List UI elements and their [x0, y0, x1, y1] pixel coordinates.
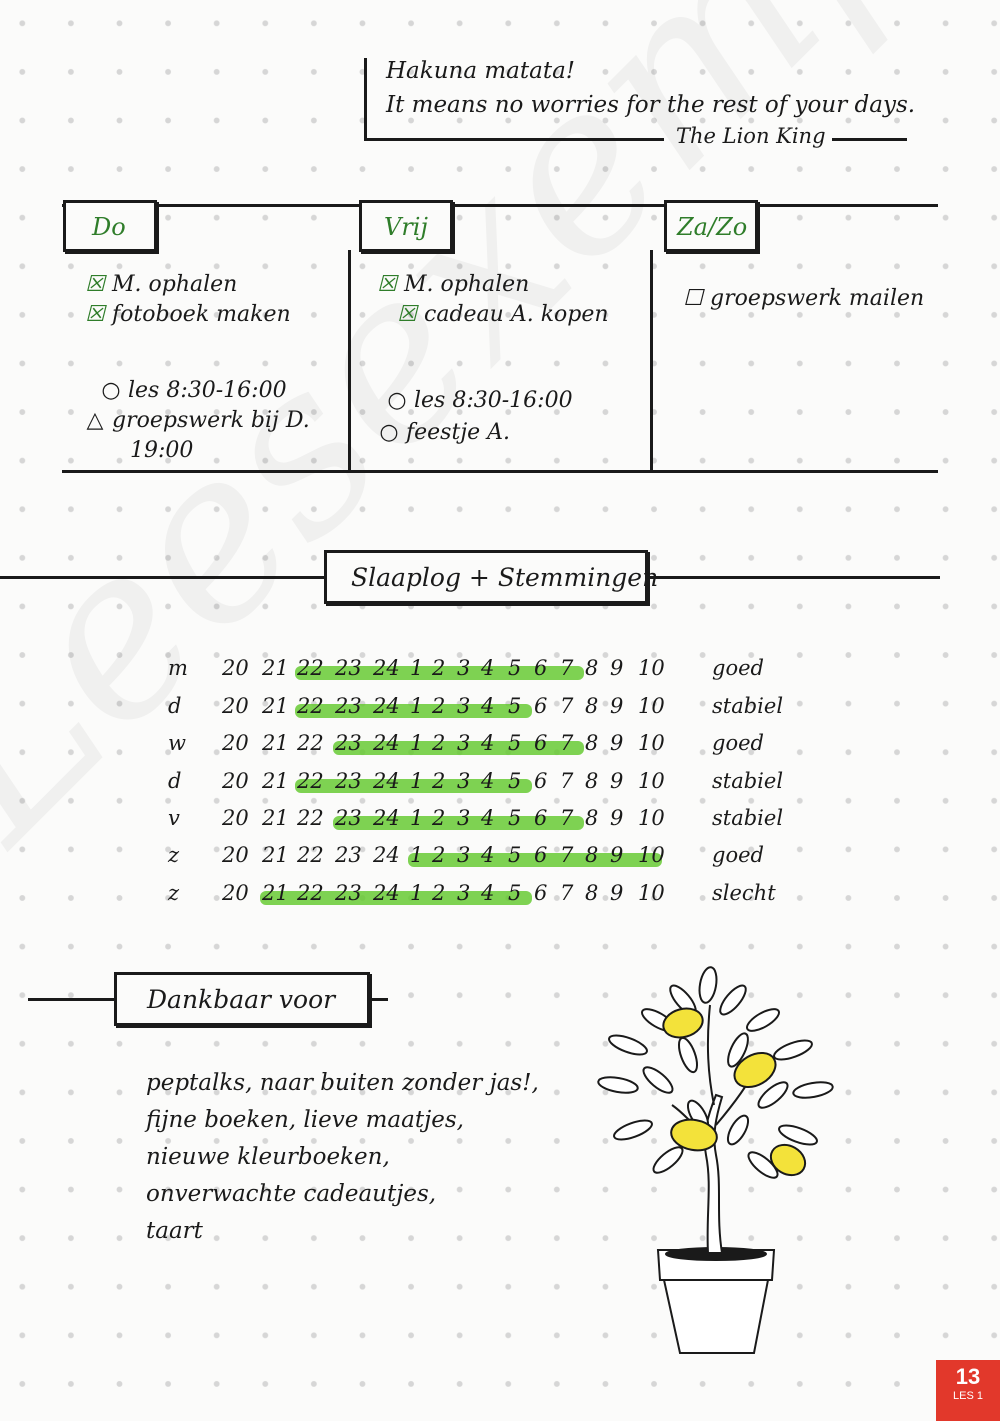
- sleep-hour: 7: [560, 656, 574, 680]
- sleep-row: [168, 881, 788, 915]
- sleep-hour: 20: [222, 881, 249, 905]
- sleep-row: [168, 769, 788, 803]
- task-item: ☒ cadeau A. kopen: [397, 302, 609, 327]
- sleep-hour: 24: [373, 843, 400, 867]
- lesson-label: LES 1: [953, 1390, 983, 1402]
- sleep-hour: 23: [335, 694, 362, 718]
- task-item: ☒ M. ophalen: [377, 272, 530, 297]
- sleep-hour: 24: [373, 806, 400, 830]
- sleep-hour: 3: [457, 881, 471, 905]
- sleep-hour: 1: [410, 806, 424, 830]
- sleep-hour: 20: [222, 843, 249, 867]
- task-item: ☒ fotoboek maken: [85, 302, 291, 327]
- sleep-hour: 2: [432, 656, 446, 680]
- sleep-hour: 4: [481, 806, 495, 830]
- sleep-hour: 9: [610, 806, 624, 830]
- sleep-hour: 8: [585, 694, 599, 718]
- sleep-mood: slecht: [712, 881, 776, 905]
- sleep-hour: 5: [508, 656, 522, 680]
- sleep-hour: 7: [560, 694, 574, 718]
- sleep-hour: 6: [534, 843, 548, 867]
- sleep-row: [168, 694, 788, 728]
- sleep-hour: 10: [638, 731, 665, 755]
- sleep-hour: 3: [457, 656, 471, 680]
- gratitude-line: onverwachte cadeautjes,: [146, 1181, 437, 1207]
- sleep-hour: 3: [457, 806, 471, 830]
- event-item: △ groepswerk bij D.: [84, 408, 310, 433]
- gratitude-line: fijne boeken, lieve maatjes,: [146, 1107, 464, 1133]
- page-number-badge: [936, 1360, 1000, 1421]
- sleep-section-title-box: [324, 550, 659, 604]
- sleep-hour: 7: [560, 731, 574, 755]
- sleep-hour: 21: [262, 656, 289, 680]
- sleep-hour: 20: [222, 656, 249, 680]
- sleep-hour: 23: [335, 881, 362, 905]
- checked-box-icon: ☒: [397, 302, 417, 327]
- sleep-mood: goed: [712, 843, 764, 867]
- empty-box-icon: ☐: [683, 286, 703, 311]
- quote-line-1: Hakuna matata!: [386, 58, 576, 84]
- sleep-hour: 8: [585, 881, 599, 905]
- sleep-hour: 22: [297, 731, 324, 755]
- sleep-hour: 7: [560, 806, 574, 830]
- sleep-hour: 5: [508, 769, 522, 793]
- sleep-hour: 2: [432, 731, 446, 755]
- triangle-icon: △: [86, 408, 104, 433]
- divider-line: [645, 576, 940, 579]
- event-item: ○ feestje A.: [379, 420, 511, 445]
- sleep-hour: 23: [335, 769, 362, 793]
- sleep-hour: 9: [610, 694, 624, 718]
- sleep-hour: 1: [410, 694, 424, 718]
- sleep-hour: 23: [335, 843, 362, 867]
- sleep-hour: 20: [222, 769, 249, 793]
- day-header-vrij: Vrij: [359, 200, 453, 252]
- event-time: 19:00: [130, 438, 194, 463]
- sleep-hour: 24: [373, 656, 400, 680]
- sleep-hour: 21: [262, 881, 289, 905]
- sleep-hour: 9: [610, 843, 624, 867]
- sleep-hour: 22: [297, 806, 324, 830]
- divider-line: [0, 576, 326, 579]
- sleep-hour: 4: [481, 731, 495, 755]
- task-item: ☐ groepswerk mailen: [683, 286, 925, 311]
- lemon-tree-illustration: [588, 965, 838, 1360]
- gratitude-title-box: [114, 972, 370, 1026]
- sleep-hour: 1: [410, 843, 424, 867]
- sleep-day: v: [168, 806, 180, 830]
- sleep-hour: 5: [508, 731, 522, 755]
- divider-line: [28, 998, 116, 1001]
- sleep-hour: 24: [373, 881, 400, 905]
- sleep-mood: goed: [712, 731, 764, 755]
- sleep-hour: 10: [638, 881, 665, 905]
- sleep-hour: 2: [432, 769, 446, 793]
- sleep-hour: 22: [297, 656, 324, 680]
- sleep-hour: 6: [534, 731, 548, 755]
- day-header-weekend: Za/Zo: [664, 200, 758, 252]
- sleep-hour: 10: [638, 769, 665, 793]
- sleep-hour: 7: [560, 769, 574, 793]
- sleep-hour: 22: [297, 769, 324, 793]
- sleep-hour: 8: [585, 769, 599, 793]
- sleep-hour: 24: [373, 694, 400, 718]
- sleep-mood: stabiel: [712, 769, 784, 793]
- sleep-mood: stabiel: [712, 806, 784, 830]
- circle-icon: ○: [379, 420, 399, 445]
- sleep-hour: 6: [534, 656, 548, 680]
- gratitude-line: nieuwe kleurboeken,: [146, 1144, 390, 1170]
- sleep-hour: 6: [534, 694, 548, 718]
- sleep-hour: 6: [534, 881, 548, 905]
- sleep-hour: 23: [335, 656, 362, 680]
- sleep-hour: 1: [410, 731, 424, 755]
- sleep-mood: stabiel: [712, 694, 784, 718]
- sleep-hour: 10: [638, 656, 665, 680]
- sleep-hour: 4: [481, 769, 495, 793]
- sleep-hour: 8: [585, 843, 599, 867]
- quote-line-2: It means no worries for the rest of your days.: [386, 92, 916, 118]
- sleep-hour: 7: [560, 881, 574, 905]
- sleep-hour: 7: [560, 843, 574, 867]
- sleep-hour: 3: [457, 731, 471, 755]
- sleep-hour: 1: [410, 656, 424, 680]
- sleep-hour: 9: [610, 881, 624, 905]
- sleep-hour: 5: [508, 694, 522, 718]
- sleep-hour: 6: [534, 769, 548, 793]
- sleep-hour: 5: [508, 806, 522, 830]
- sleep-day: w: [168, 731, 186, 755]
- sleep-hour: 4: [481, 656, 495, 680]
- sleep-day: z: [168, 881, 180, 905]
- sleep-hour: 8: [585, 731, 599, 755]
- sleep-hour: 3: [457, 769, 471, 793]
- sleep-section-title: Slaaplog + Stemmingen: [351, 563, 659, 592]
- sleep-row: [168, 843, 788, 877]
- sleep-hour: 10: [638, 694, 665, 718]
- sleep-hour: 20: [222, 731, 249, 755]
- gratitude-title: Dankbaar voor: [147, 985, 336, 1014]
- quote-source: The Lion King: [676, 124, 826, 148]
- event-item: ○ les 8:30-16:00: [387, 388, 573, 413]
- sleep-row: [168, 731, 788, 765]
- sleep-hour: 9: [610, 656, 624, 680]
- sleep-hour: 21: [262, 694, 289, 718]
- circle-icon: ○: [101, 378, 121, 403]
- sleep-hour: 5: [508, 881, 522, 905]
- sleep-hour: 22: [297, 881, 324, 905]
- sleep-hour: 24: [373, 731, 400, 755]
- sleep-hour: 3: [457, 694, 471, 718]
- page-number: 13: [955, 1364, 981, 1389]
- sleep-hour: 22: [297, 694, 324, 718]
- sleep-hour: 21: [262, 806, 289, 830]
- sleep-hour: 23: [335, 731, 362, 755]
- sleep-hour: 22: [297, 843, 324, 867]
- sleep-hour: 2: [432, 843, 446, 867]
- sleep-hour: 9: [610, 731, 624, 755]
- sleep-hour: 20: [222, 694, 249, 718]
- sleep-hour: 10: [638, 806, 665, 830]
- checked-box-icon: ☒: [377, 272, 397, 297]
- sleep-hour: 4: [481, 881, 495, 905]
- sleep-hour: 8: [585, 806, 599, 830]
- sleep-hour: 24: [373, 769, 400, 793]
- sleep-hour: 4: [481, 843, 495, 867]
- sleep-day: d: [168, 694, 182, 718]
- sleep-hour: 6: [534, 806, 548, 830]
- sleep-hour: 2: [432, 694, 446, 718]
- sleep-row: [168, 806, 788, 840]
- sleep-hour: 3: [457, 843, 471, 867]
- sleep-hour: 1: [410, 881, 424, 905]
- gratitude-line: peptalks, naar buiten zonder jas!,: [146, 1070, 539, 1096]
- sleep-hour: 23: [335, 806, 362, 830]
- sleep-hour: 21: [262, 843, 289, 867]
- sleep-hour: 8: [585, 656, 599, 680]
- sleep-hour: 21: [262, 731, 289, 755]
- sleep-day: m: [168, 656, 188, 680]
- checked-box-icon: ☒: [85, 272, 105, 297]
- sleep-hour: 5: [508, 843, 522, 867]
- sleep-hour: 10: [638, 843, 665, 867]
- circle-icon: ○: [387, 388, 407, 413]
- sleep-hour: 9: [610, 769, 624, 793]
- day-header-do: Do: [63, 200, 157, 252]
- sleep-mood: goed: [712, 656, 764, 680]
- sleep-hour: 2: [432, 881, 446, 905]
- sleep-day: z: [168, 843, 180, 867]
- task-item: ☒ M. ophalen: [85, 272, 238, 297]
- sleep-day: d: [168, 769, 182, 793]
- sleep-hour: 1: [410, 769, 424, 793]
- sleep-hour: 21: [262, 769, 289, 793]
- gratitude-line: taart: [146, 1218, 203, 1244]
- sleep-hour: 4: [481, 694, 495, 718]
- checked-box-icon: ☒: [85, 302, 105, 327]
- event-item: ○ les 8:30-16:00: [101, 378, 287, 403]
- sleep-row: [168, 656, 788, 690]
- sleep-hour: 20: [222, 806, 249, 830]
- sleep-hour: 2: [432, 806, 446, 830]
